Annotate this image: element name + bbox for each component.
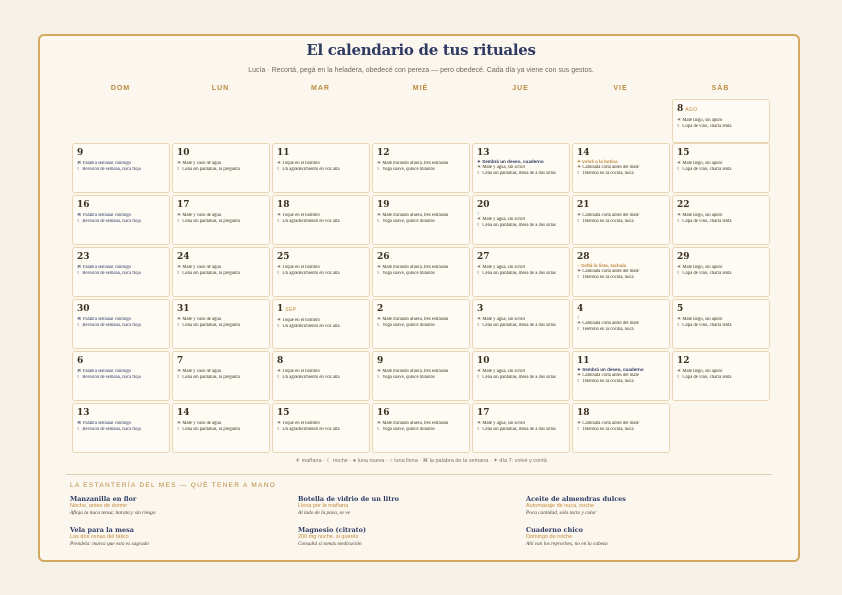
ritual-morning: ☀ Mate y agua, sin scroll xyxy=(477,421,525,426)
ritual-night: ☾ Teléfono en la cocina, nuca xyxy=(577,171,634,177)
ritual-morning: ☀ Mate mirando afuera, tres estiradas xyxy=(377,421,449,426)
ritual-night: ☾ Copa de vino, charla lenta xyxy=(677,375,732,381)
day-number: 30 xyxy=(77,304,90,314)
shelf-item-dose: Llena por la mañana xyxy=(298,503,349,509)
ritual-night: ☾ Yoga suave, quince minutos xyxy=(377,323,435,329)
day-number: 16 xyxy=(377,408,390,418)
day-number-row xyxy=(477,148,565,159)
shelf-item-note: Consultá si tomás medicación xyxy=(298,541,362,547)
day-cell[interactable] xyxy=(372,351,470,401)
day-cell[interactable] xyxy=(672,247,770,297)
shelf-item-note: Ahí van los reproches, no en la cabeza xyxy=(526,541,608,547)
day-number: 15 xyxy=(277,408,290,418)
day-number-row xyxy=(377,356,465,367)
day-cell[interactable] xyxy=(572,247,670,297)
day-cell[interactable] xyxy=(72,195,170,245)
day-number-row xyxy=(177,148,265,159)
ritual-night: ☾ Cena sin pantallas, mesa de a dos sillas xyxy=(477,223,556,229)
day-number: 10 xyxy=(477,356,490,366)
day-number-row xyxy=(277,356,365,367)
ritual-night: ☾ Un agradecimiento en voz alta xyxy=(277,324,340,330)
day-number: 10 xyxy=(177,148,190,158)
weekday-header-6: SÁB xyxy=(711,85,730,92)
day-number: 17 xyxy=(177,200,190,210)
day-number: 23 xyxy=(77,252,90,262)
day-marker: ✦ Sembrá un deseo, cuaderno xyxy=(477,159,544,164)
day-number: 18 xyxy=(277,200,290,210)
legend: ☀ mañana · ☾ noche · ● luna nueva · ○ luna llena · ⌘ la palabra de la semana · ✦ día 7: volvé y contá xyxy=(295,458,547,464)
weekday-header-0: DOM xyxy=(110,85,131,92)
day-cell[interactable] xyxy=(72,247,170,297)
ritual-night: ☾ Revisión de semana, nuca floja xyxy=(77,167,141,173)
ritual-morning: ☀ Mate largo, sin apuro xyxy=(677,369,723,374)
day-number-row xyxy=(277,200,365,211)
day-number-row xyxy=(677,252,765,263)
day-cell[interactable] xyxy=(472,247,570,297)
ritual-morning: ☀ Mate mirando afuera, tres estiradas xyxy=(377,265,449,270)
shelf-item-note: Prendela: marca que esto es sagrado xyxy=(70,541,149,547)
shelf-item-name: Vela para la mesa xyxy=(70,526,135,534)
ritual-morning: ☀ Toque en el hombro xyxy=(277,369,320,374)
day-number-row xyxy=(177,200,265,211)
ritual-night: ☾ Yoga suave, quince minutos xyxy=(377,219,435,225)
day-number-row xyxy=(377,200,465,211)
day-cell[interactable] xyxy=(272,403,370,453)
ritual-night: ☾ Cena sin pantallas, mesa de a dos sillas xyxy=(477,171,556,177)
ritual-night: ☾ Yoga suave, quince minutos xyxy=(377,271,435,277)
day-number: 12 xyxy=(377,148,390,158)
day-number-row xyxy=(77,408,165,419)
ritual-morning: ☀ Caminata corta antes del mate xyxy=(577,165,639,170)
day-number: 6 xyxy=(77,356,84,366)
ritual-night: ☾ Teléfono en la cocina, nuca xyxy=(577,427,634,433)
ritual-morning: ☀ Toque en el hombro xyxy=(277,213,320,218)
ritual-night: ☾ Teléfono en la cocina, nuca xyxy=(577,275,634,281)
ritual-morning: ☀ Mate mirando afuera, tres estiradas xyxy=(377,161,449,166)
day-cell[interactable] xyxy=(172,195,270,245)
weekday-header-1: LUN xyxy=(211,85,230,92)
day-number: 8 xyxy=(677,104,684,114)
day-cell[interactable] xyxy=(372,403,470,453)
ritual-morning: ☀ Mate y agua, sin scroll xyxy=(477,317,525,322)
day-cell[interactable] xyxy=(172,247,270,297)
ritual-morning: ☀ Caminata corta antes del mate xyxy=(577,213,639,218)
day-number-row xyxy=(77,356,165,367)
day-cell[interactable] xyxy=(372,195,470,245)
day-marker: ☾ xyxy=(577,315,582,320)
day-cell[interactable] xyxy=(72,351,170,401)
ritual-night: ☾ Revisión de semana, nuca floja xyxy=(77,375,141,381)
day-number-row xyxy=(377,252,465,263)
day-cell[interactable] xyxy=(272,351,370,401)
ritual-morning: ☀ Mate y vaso de agua xyxy=(177,213,221,218)
ritual-night: ☾ Un agradecimiento en voz alta xyxy=(277,427,340,433)
day-number: 19 xyxy=(377,200,390,210)
ritual-night: ☾ Yoga suave, quince minutos xyxy=(377,167,435,173)
ritual-morning: ⌘ Palabra semanal conmigo xyxy=(77,161,132,166)
day-number-row xyxy=(477,200,565,211)
day-number-row xyxy=(577,200,665,211)
day-number-row xyxy=(477,408,565,419)
ritual-night: ☾ Cena sin pantallas, la pregunta xyxy=(177,271,240,277)
shelf-item xyxy=(298,526,518,548)
day-number-row xyxy=(677,356,765,367)
day-cell[interactable] xyxy=(472,195,570,245)
day-number: 15 xyxy=(677,148,690,158)
ritual-morning: ☀ Toque en el hombro xyxy=(277,265,320,270)
ritual-night: ☾ Teléfono en la cocina, nuca xyxy=(577,379,634,385)
day-cell[interactable] xyxy=(672,195,770,245)
ritual-night: ☾ Cena sin pantallas, mesa de a dos sillas xyxy=(477,375,556,381)
ritual-night: ☾ Revisión de semana, nuca floja xyxy=(77,427,141,433)
shelf-item-dose: Noche, antes de dormir xyxy=(70,503,128,509)
day-cell[interactable] xyxy=(472,403,570,453)
day-number-row xyxy=(77,148,165,159)
day-number-row xyxy=(677,200,765,211)
ritual-morning: ☀ Caminata corta antes del mate xyxy=(577,421,639,426)
ritual-morning: ☀ Toque en el hombro xyxy=(277,161,320,166)
day-number-row xyxy=(77,200,165,211)
day-cell[interactable] xyxy=(572,195,670,245)
day-cell[interactable] xyxy=(572,143,670,193)
day-cell[interactable] xyxy=(272,247,370,297)
day-number: 28 xyxy=(577,252,590,262)
day-cell[interactable] xyxy=(672,99,770,143)
ritual-night: ☾ Revisión de semana, nuca floja xyxy=(77,323,141,329)
ritual-morning: ☀ Mate y vaso de agua xyxy=(177,161,221,166)
ritual-night: ☾ Un agradecimiento en voz alta xyxy=(277,271,340,277)
day-cell[interactable] xyxy=(72,299,170,349)
day-cell[interactable] xyxy=(572,299,670,349)
day-number-row xyxy=(477,356,565,367)
shelf-item-name: Magnesio (citrato) xyxy=(298,526,367,534)
ritual-night: ☾ Teléfono en la cocina, nuca xyxy=(577,219,634,225)
day-number: 27 xyxy=(477,252,490,262)
day-number-row xyxy=(177,356,265,367)
day-number-row xyxy=(177,304,265,315)
day-marker: ☾ xyxy=(477,211,482,216)
day-number: 22 xyxy=(677,200,690,210)
shelf-item-dose: Las dos cenas del fálico xyxy=(70,534,129,540)
shelf-item xyxy=(298,495,518,517)
day-number-row xyxy=(277,252,365,263)
ritual-morning: ⌘ Palabra semanal conmigo xyxy=(77,421,132,426)
ritual-morning: ☀ Mate mirando afuera, tres estiradas xyxy=(377,213,449,218)
day-number: 31 xyxy=(177,304,190,314)
day-number-row xyxy=(577,356,665,367)
day-cell[interactable] xyxy=(172,143,270,193)
weekday-header-5: VIE xyxy=(613,85,628,92)
day-number-row xyxy=(377,304,465,315)
day-number: 8 xyxy=(277,356,284,366)
day-cell[interactable] xyxy=(272,143,370,193)
ritual-night: ☾ Copa de vino, charla lenta xyxy=(677,271,732,277)
day-number: 9 xyxy=(77,148,84,158)
shelf-item-dose: 200 mg noche, si querés xyxy=(298,534,359,540)
day-number: 5 xyxy=(677,304,684,314)
day-marker: ✦ Sembrá un deseo, cuaderno xyxy=(577,367,644,372)
day-number-row xyxy=(477,252,565,263)
day-number: 7 xyxy=(177,356,184,366)
weekday-header-4: JUE xyxy=(512,85,529,92)
day-number-row xyxy=(677,304,765,315)
day-number-row xyxy=(577,408,665,419)
day-marker: ✦ volvé a la botica xyxy=(577,159,618,164)
day-cell[interactable] xyxy=(472,299,570,349)
ritual-morning: ☀ Mate y agua, sin scroll xyxy=(477,265,525,270)
ritual-night: ☾ Un agradecimiento en voz alta xyxy=(277,375,340,381)
day-cell[interactable] xyxy=(572,403,670,453)
ritual-morning: ☀ Toque en el hombro xyxy=(277,318,320,323)
ritual-night: ☾ Cena sin pantallas, mesa de a dos sillas xyxy=(477,427,556,433)
ritual-morning: ☀ Mate y vaso de agua xyxy=(177,369,221,374)
day-number-row xyxy=(277,408,365,419)
day-cell[interactable] xyxy=(372,143,470,193)
ritual-morning: ☀ Caminata corta antes del mate xyxy=(577,321,639,326)
shelf-item xyxy=(70,495,290,517)
day-number: 21 xyxy=(577,200,590,210)
ritual-night: ☾ Cena sin pantallas, mesa de a dos sillas xyxy=(477,323,556,329)
ritual-morning: ☀ Mate largo, sin apuro xyxy=(677,265,723,270)
day-number-row xyxy=(477,304,565,315)
weekday-header-3: MIÉ xyxy=(412,85,429,92)
day-cell[interactable] xyxy=(672,299,770,349)
day-number: 1 xyxy=(277,304,284,314)
ritual-night: ☾ Cena sin pantallas, la pregunta xyxy=(177,219,240,225)
shelf-item-note: Al lado de la pava, se ve xyxy=(298,510,350,516)
ritual-morning: ☀ Mate largo, sin apuro xyxy=(677,118,723,123)
shelf-item-note: Poca cantidad, sólo tacto y calor xyxy=(526,510,597,516)
ritual-morning: ☀ Caminata corta antes del mate xyxy=(577,269,639,274)
ritual-morning: ⌘ Palabra semanal conmigo xyxy=(77,369,132,374)
ritual-night: ☾ Revisión de semana, nuca floja xyxy=(77,271,141,277)
ritual-morning: ☀ Mate y vaso de agua xyxy=(177,265,221,270)
shelf-item-name: Botella de vidrio de un litro xyxy=(298,495,399,503)
ritual-night: ☾ Un agradecimiento en voz alta xyxy=(277,219,340,225)
day-number-row xyxy=(677,148,765,159)
day-number-row xyxy=(577,148,665,159)
day-cell[interactable] xyxy=(172,351,270,401)
ritual-morning: ☀ Mate largo, sin apuro xyxy=(677,317,723,322)
ritual-morning: ☀ Mate y agua, sin scroll xyxy=(477,369,525,374)
day-number: 16 xyxy=(77,200,90,210)
ritual-night: ☾ Cena sin pantallas, la pregunta xyxy=(177,427,240,433)
day-cell[interactable] xyxy=(72,403,170,453)
ritual-morning: ☀ Mate largo, sin apuro xyxy=(677,161,723,166)
day-number: 18 xyxy=(577,408,590,418)
weekday-header-2: MAR xyxy=(311,85,330,92)
ritual-night: ☾ Yoga suave, quince minutos xyxy=(377,427,435,433)
shelf-item-name: Cuaderno chico xyxy=(526,526,583,534)
day-cell[interactable] xyxy=(372,299,470,349)
day-cell[interactable] xyxy=(372,247,470,297)
shelf-item xyxy=(70,526,290,548)
ritual-morning: ☀ Mate mirando afuera, tres estiradas xyxy=(377,317,449,322)
page-subtitle: Lucía · Recortá, pegá en la heladera, obedecé con pereza — pero obedecé. Cada día ya viene con sus gestos. xyxy=(248,67,594,74)
day-number: 4 xyxy=(577,304,584,314)
day-number-row xyxy=(277,304,365,316)
day-cell[interactable] xyxy=(472,351,570,401)
ritual-night: ☾ Cena sin pantallas, la pregunta xyxy=(177,375,240,381)
ritual-night: ☾ Copa de vino, charla lenta xyxy=(677,124,732,130)
day-number: 25 xyxy=(277,252,290,262)
day-number: 11 xyxy=(577,356,590,366)
day-cell[interactable] xyxy=(172,299,270,349)
ritual-morning: ☀ Toque en el hombro xyxy=(277,421,320,426)
day-number-row xyxy=(677,104,765,116)
ritual-morning: ☀ Caminata corta antes del mate xyxy=(577,373,639,378)
shelf-item-dose: Domingo de noche xyxy=(526,534,573,540)
ritual-morning: ⌘ Palabra semanal conmigo xyxy=(77,213,132,218)
day-number-row xyxy=(377,408,465,419)
shelf-title: LA ESTANTERÍA DEL MES — QUÉ TENER A MANO xyxy=(70,482,277,489)
day-cell[interactable] xyxy=(272,299,370,349)
day-number: 26 xyxy=(377,252,390,262)
shelf-item xyxy=(526,526,746,548)
ritual-morning: ☀ Mate y vaso de agua xyxy=(177,421,221,426)
day-marker: ○ Soltá la lista, tachala xyxy=(577,263,627,268)
ritual-night: ☾ Cena sin pantallas, la pregunta xyxy=(177,167,240,173)
day-number: 17 xyxy=(477,408,490,418)
ritual-night: ☾ Cena sin pantallas, la pregunta xyxy=(177,323,240,329)
ritual-night: ☾ Teléfono en la cocina, nuca xyxy=(577,327,634,333)
ritual-night: ☾ Copa de vino, charla lenta xyxy=(677,323,732,329)
ritual-night: ☾ Revisión de semana, nuca floja xyxy=(77,219,141,225)
month-label: SEP xyxy=(285,307,297,313)
shelf-item-name: Aceite de almendras dulces xyxy=(526,495,626,503)
day-cell[interactable] xyxy=(672,143,770,193)
day-number: 3 xyxy=(477,304,484,314)
day-number: 9 xyxy=(377,356,384,366)
day-cell[interactable] xyxy=(172,403,270,453)
shelf-item xyxy=(526,495,746,517)
day-cell[interactable] xyxy=(472,143,570,193)
day-number: 24 xyxy=(177,252,190,262)
day-number-row xyxy=(577,252,665,263)
day-number: 14 xyxy=(577,148,590,158)
day-number: 20 xyxy=(477,200,490,210)
day-number-row xyxy=(77,304,165,315)
day-cell[interactable] xyxy=(272,195,370,245)
ritual-morning: ☀ Mate y agua, sin scroll xyxy=(477,165,525,170)
ritual-morning: ☀ Mate largo, sin apuro xyxy=(677,213,723,218)
day-number-row xyxy=(77,252,165,263)
ritual-morning: ☀ Mate y agua, sin scroll xyxy=(477,217,525,222)
day-number: 14 xyxy=(177,408,190,418)
day-number-row xyxy=(177,252,265,263)
ritual-morning: ☀ Mate mirando afuera, tres estiradas xyxy=(377,369,449,374)
shelf-item-dose: Automasaje de nuca, noche xyxy=(526,503,595,509)
day-number-row xyxy=(377,148,465,159)
day-number-row xyxy=(577,304,665,315)
day-number: 2 xyxy=(377,304,384,314)
day-cell[interactable] xyxy=(672,351,770,401)
ritual-morning: ☀ Mate y vaso de agua xyxy=(177,317,221,322)
ritual-night: ☾ Un agradecimiento en voz alta xyxy=(277,167,340,173)
day-cell[interactable] xyxy=(572,351,670,401)
page-title: El calendario de tus rituales xyxy=(306,41,536,59)
day-number: 29 xyxy=(677,252,690,262)
day-number: 13 xyxy=(477,148,490,158)
ritual-morning: ⌘ Palabra semanal conmigo xyxy=(77,317,132,322)
day-number: 11 xyxy=(277,148,290,158)
month-label: AGO xyxy=(685,107,698,113)
ritual-night: ☾ Copa de vino, charla lenta xyxy=(677,219,732,225)
shelf-item-name: Manzanilla en flor xyxy=(70,495,137,503)
ritual-night: ☾ Copa de vino, charla lenta xyxy=(677,167,732,173)
shelf-item-note: Afloja la nuca tensa; barata y sin riesgo xyxy=(70,510,156,516)
day-number-row xyxy=(177,408,265,419)
divider xyxy=(66,474,772,475)
day-number: 13 xyxy=(77,408,90,418)
ritual-night: ☾ Cena sin pantallas, mesa de a dos sillas xyxy=(477,271,556,277)
day-cell[interactable] xyxy=(72,143,170,193)
day-number-row xyxy=(277,148,365,159)
ritual-night: ☾ Yoga suave, quince minutos xyxy=(377,375,435,381)
ritual-morning: ⌘ Palabra semanal conmigo xyxy=(77,265,132,270)
day-number: 12 xyxy=(677,356,690,366)
